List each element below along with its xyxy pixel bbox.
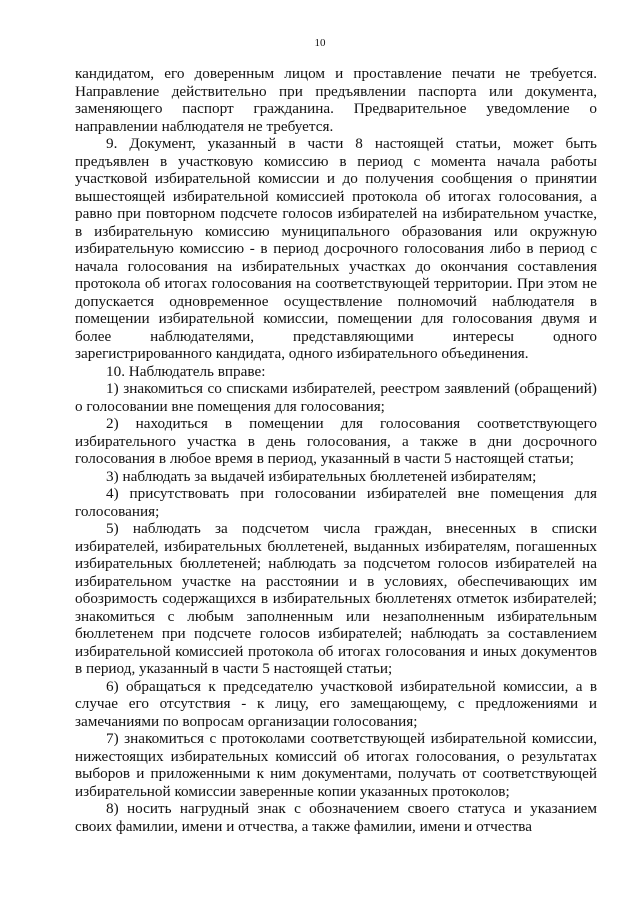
paragraph: 5) наблюдать за подсчетом числа граждан, внесенных в списки избирателей, избирательных бюллетеней, выданных избирателям, погашенных избирательных бюллетеней; наблюдать за подсчетом голосов избирателей на избирательном участке на расстоянии и в условиях, обеспечивающих им обозримость содержащихся в избирательных бюллетенях отметок избирателей; знакомиться с любым заполненным или незаполненным избирательным бюллетенем при подсчете голосов избирателей; наблюдать за составлением избирательной комиссией протокола об итогах голосования и иных документов в период, указанный в части 5 настоящей статьи;	[75, 520, 597, 677]
paragraph: 4) присутствовать при голосовании избирателей вне помещения для голосования;	[75, 485, 597, 520]
page-number: 10	[314, 37, 326, 49]
document-body	[75, 65, 597, 835]
paragraph: 2) находиться в помещении для голосования соответствующего избирательного участка в день голосования, а также в дни досрочного голосования в любое время в период, указанный в части 5 настоящей статьи;	[75, 415, 597, 467]
paragraph: 9. Документ, указанный в части 8 настоящей статьи, может быть предъявлен в участковую комиссию в период с момента начала работы участковой избирательной комиссии и до получения сообщения о принятии вышестоящей избирательной комиссией протокола об итогах голосования, а равно при повторном подсчете голосов избирателей на избирательном участке, в избирательную комиссию муниципального образования или окружную избирательную комиссию - в период досрочного голосования либо в период с начала голосования на избирательных участках до окончания составления протокола об итогах голосования на соответствующей территории. При этом не допускается одновременное осуществление полномочий наблюдателя в помещении избирательной комиссии, помещении для голосования двумя и более наблюдателями, представляющими интересы одного зарегистрированного кандидата, одного избирательного объединения.	[75, 135, 597, 362]
paragraph: 7) знакомиться с протоколами соответствующей избирательной комиссии, нижестоящих избирательных комиссий об итогах голосования, о результатах выборов и приложенными к ним документами, получать от соответствующей избирательной комиссии заверенные копии указанных протоколов;	[75, 730, 597, 800]
paragraph: 1) знакомиться со списками избирателей, реестром заявлений (обращений) о голосовании вне помещения для голосования;	[75, 380, 597, 415]
paragraph: кандидатом, его доверенным лицом и проставление печати не требуется. Направление действительно при предъявлении паспорта или документа, заменяющего паспорт гражданина. Предварительное уведомление о направлении наблюдателя не требуется.	[75, 65, 597, 135]
paragraph: 8) носить нагрудный знак с обозначением своего статуса и указанием своих фамилии, имени и отчества, а также фамилии, имени и отчества	[75, 800, 597, 835]
paragraph: 10. Наблюдатель вправе:	[106, 362, 266, 380]
paragraph: 6) обращаться к председателю участковой избирательной комиссии, а в случае его отсутствия - к лицу, его замещающему, с предложениями и замечаниями по вопросам организации голосования;	[75, 677, 597, 730]
paragraph: 3) наблюдать за выдачей избирательных бюллетеней избирателям;	[106, 467, 537, 485]
